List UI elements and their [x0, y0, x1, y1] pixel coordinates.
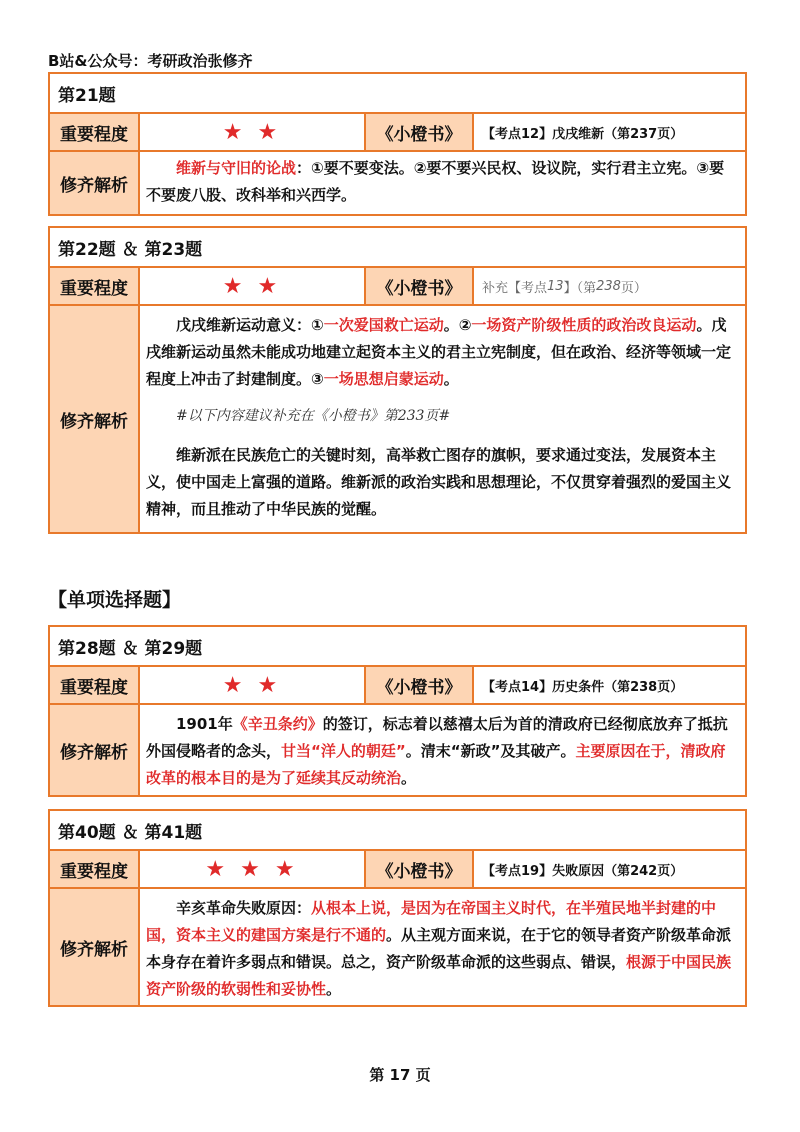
star-rating: ★ ★ ★ — [140, 851, 366, 887]
page-header: B站&公众号：考研政治张修齐 — [48, 52, 253, 70]
highlighted-text: 从根本上说，是因为在帝国主义时代，在半殖民地半封建的中国，资本主义的建国方案是行不通的 — [146, 899, 717, 944]
ref-number: 13 — [547, 278, 564, 294]
analysis-text — [140, 306, 745, 532]
body-text: 。 — [443, 370, 459, 388]
card-title: 第21题 — [50, 74, 745, 114]
body-text: 。② — [443, 316, 472, 334]
importance-label: 重要程度 — [50, 667, 140, 703]
question-card-21 — [48, 72, 747, 216]
card-title: 第28题 ＆ 第29题 — [50, 627, 745, 667]
importance-row — [50, 851, 745, 889]
highlighted-text: 甘当“洋人的朝廷” — [281, 742, 406, 760]
star-rating: ★ ★ — [140, 268, 366, 304]
question-card-40-41 — [48, 809, 747, 1007]
body-text: 的签订，标志着以慈禧太后为首的清政府已经彻底放弃了抵抗外国侵略者的念头， — [146, 715, 728, 760]
analysis-label: 修齐解析 — [50, 152, 140, 214]
body-text: 。戊戌维新运动虽然未能成功地建立起资本主义的君主立宪制度，但在政治、经济等领域一定程度上冲击了封建制度。③ — [146, 316, 732, 388]
body-text: ：①要不要变法。②要不要兴民权、设议院，实行君主立宪。③要不要废八股、改科举和兴西学。 — [146, 159, 725, 204]
highlighted-text: 维新与守旧的论战 — [176, 159, 297, 177]
question-card-28-29 — [48, 625, 747, 797]
highlighted-text: 《辛丑条约》 — [232, 715, 323, 733]
analysis-label: 修齐解析 — [50, 306, 140, 532]
supplement-note: #以下内容建议补充在《小橙书》第233页# — [176, 408, 451, 424]
importance-label: 重要程度 — [50, 851, 140, 887]
section-title: 【单项选择题】 — [48, 589, 182, 611]
star-rating: ★ ★ — [140, 114, 366, 150]
analysis-row — [50, 889, 745, 1005]
highlighted-text: 一场思想启蒙运动 — [323, 370, 444, 388]
analysis-row — [50, 705, 745, 795]
highlighted-text: 主要原因在于，清政府改革的根本目的是为了延续其反动统治 — [146, 742, 726, 787]
card-title: 第40题 ＆ 第41题 — [50, 811, 745, 851]
question-card-22-23 — [48, 226, 747, 534]
ref-prefix: 补充【考点 — [482, 280, 548, 296]
body-text: 戊戌维新运动意义：① — [176, 316, 324, 334]
body-text: 。从主观方面来说，在于它的领导者资产阶级革命派本身存在着许多弱点和错误。总之，资产阶级革命派的这些弱点、错误， — [146, 926, 732, 971]
body-text: 。 — [401, 769, 417, 787]
book-label: 《小橙书》 — [366, 268, 474, 304]
analysis-paragraph — [146, 155, 737, 209]
importance-row — [50, 114, 745, 152]
reference-text — [474, 268, 745, 304]
body-text: 。清末“新政”及其破产。 — [405, 742, 576, 760]
importance-label: 重要程度 — [50, 114, 140, 150]
ref-page: 238 — [596, 278, 621, 294]
analysis-row — [50, 306, 745, 532]
body-text: 维新派在民族危亡的关键时刻，高举救亡图存的旗帜，要求通过变法，发展资本主义，使中国走上富强的道路。维新派的政治实践和思想理论，不仅贯穿着强烈的爱国主义精神，而且推动了中华民族的觉醒。 — [146, 446, 732, 518]
reference-text: 【考点12】戊戌维新（第237页） — [482, 126, 684, 142]
analysis-paragraph — [146, 442, 737, 523]
importance-row — [50, 667, 745, 705]
highlighted-text: 根源于中国民族资产阶级的软弱性和妥协性 — [146, 953, 732, 998]
highlighted-text: 一次爱国救亡运动 — [323, 316, 444, 334]
highlighted-text: 一场资产阶级性质的政治改良运动 — [471, 316, 697, 334]
analysis-label: 修齐解析 — [50, 889, 140, 1005]
analysis-text — [140, 705, 745, 795]
analysis-row — [50, 152, 745, 214]
star-rating: ★ ★ — [140, 667, 366, 703]
book-label: 《小橙书》 — [366, 114, 474, 150]
ref-suffix: 】（第 — [563, 280, 597, 296]
analysis-paragraph — [146, 312, 737, 393]
importance-label: 重要程度 — [50, 268, 140, 304]
body-text: 1901年 — [176, 715, 233, 733]
page-number: 第 17 页 — [369, 1066, 431, 1084]
analysis-label: 修齐解析 — [50, 705, 140, 795]
book-label: 《小橙书》 — [366, 851, 474, 887]
body-text: 。 — [326, 980, 342, 998]
reference-text: 【考点19】失败原因（第242页） — [482, 863, 684, 879]
importance-row — [50, 268, 745, 306]
body-text: 辛亥革命失败原因： — [176, 899, 312, 917]
analysis-text — [140, 889, 745, 1005]
analysis-paragraph — [146, 895, 737, 1003]
analysis-paragraph — [146, 711, 737, 792]
card-title: 第22题 ＆ 第23题 — [50, 228, 745, 268]
analysis-text — [140, 152, 745, 214]
book-label: 《小橙书》 — [366, 667, 474, 703]
reference-text: 【考点14】历史条件（第238页） — [482, 679, 684, 695]
ref-end: 页） — [620, 280, 647, 296]
